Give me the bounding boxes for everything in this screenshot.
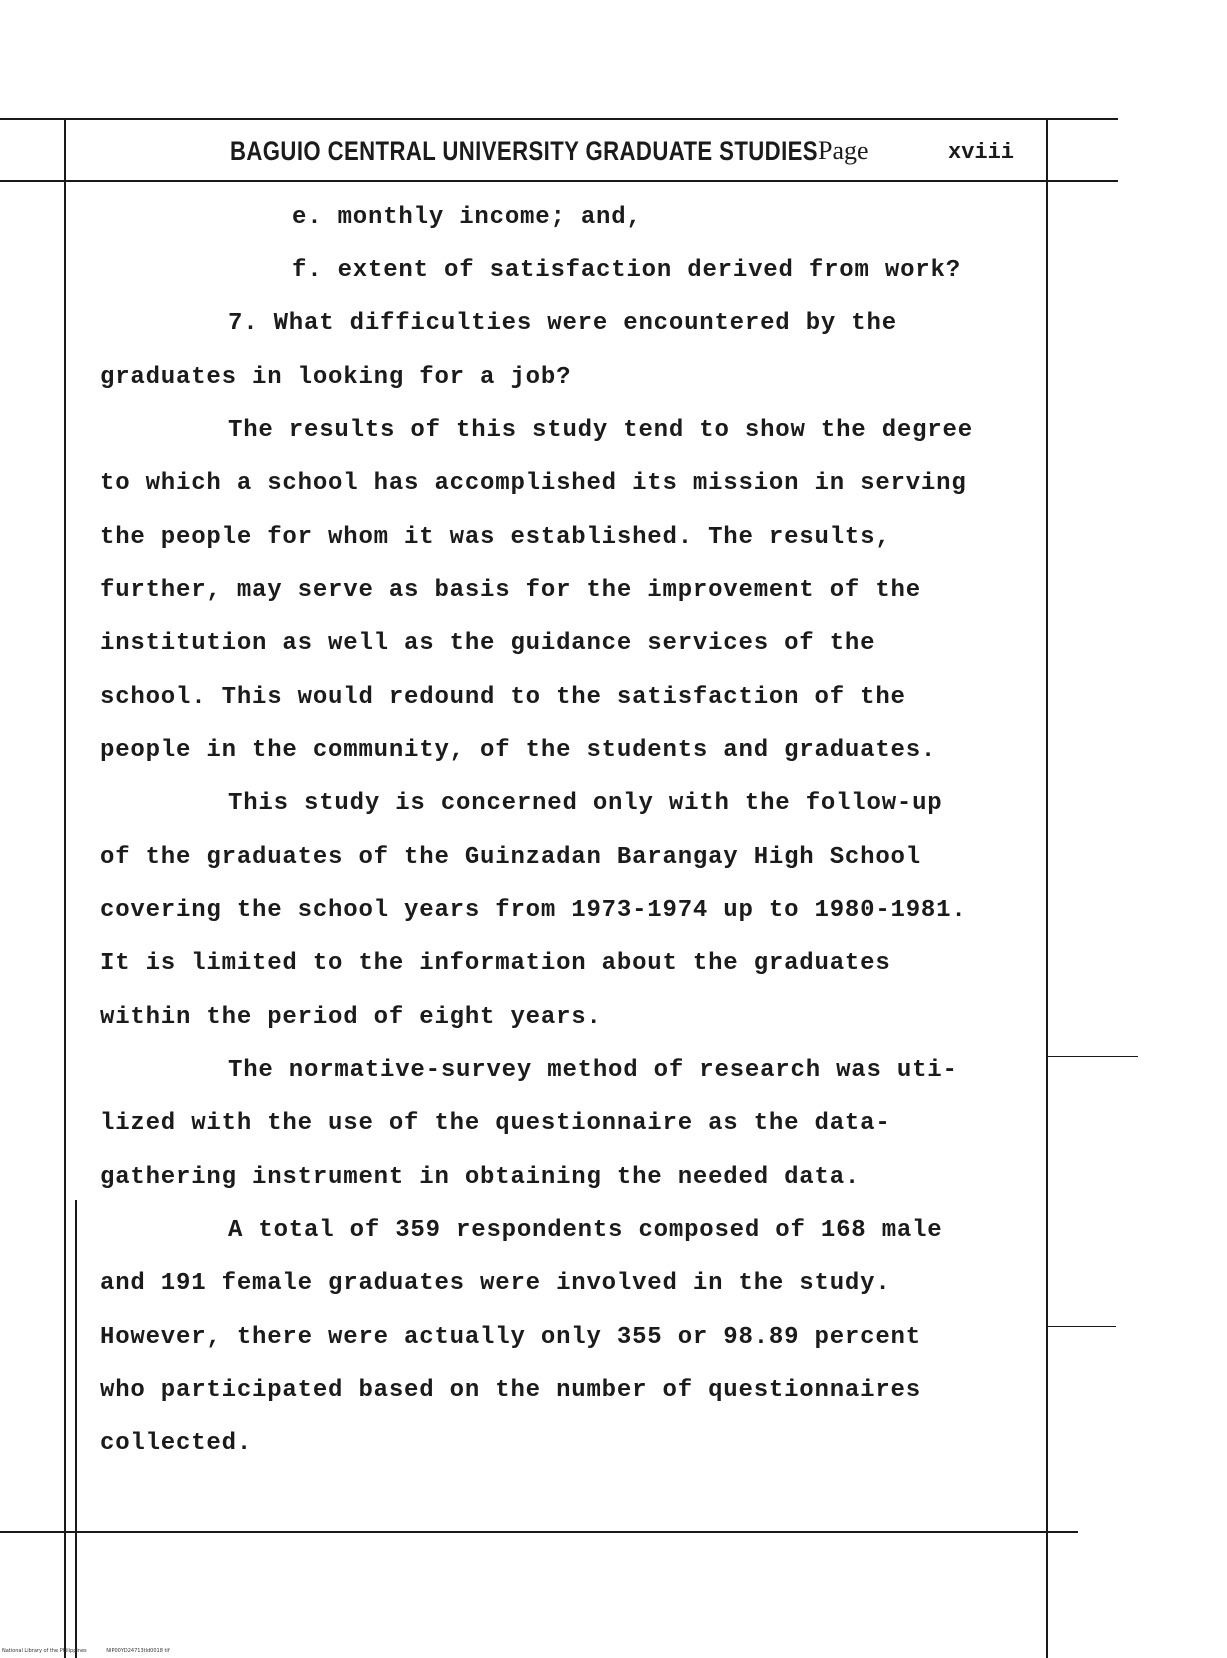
question-7-line-2: graduates in looking for a job?: [100, 364, 572, 391]
paragraph-3-line-2: lized with the use of the questionnaire as the data-: [100, 1110, 891, 1137]
header-bottom-rule: [0, 180, 1118, 182]
scan-footer: [2, 1648, 188, 1654]
footer-library: National Library of the Philippines: [2, 1648, 87, 1654]
paragraph-4-line-5: collected.: [100, 1430, 253, 1457]
right-tick-lower: [1046, 1326, 1116, 1327]
paragraph-2-line-4: It is limited to the information about the graduates: [100, 950, 891, 977]
paragraph-4-line-4: who participated based on the number of questionnaires: [100, 1377, 921, 1404]
paragraph-1-line-7: people in the community, of the students and graduates.: [100, 737, 937, 764]
header-page-number: xviii: [948, 140, 1015, 165]
left-margin-rule-lower: [75, 1200, 77, 1658]
header-title: BAGUIO CENTRAL UNIVERSITY GRADUATE STUDIES: [230, 136, 818, 166]
paragraph-1-line-1: The results of this study tend to show the degree: [228, 417, 973, 444]
right-margin-rule: [1046, 118, 1048, 1658]
paragraph-2-line-2: of the graduates of the Guinzadan Barangay High School: [100, 844, 921, 871]
left-margin-rule: [64, 118, 66, 1658]
paragraph-3-line-3: gathering instrument in obtaining the needed data.: [100, 1164, 861, 1191]
paragraph-1-line-4: further, may serve as basis for the improvement of the: [100, 577, 921, 604]
paragraph-2-line-3: covering the school years from 1973-1974 up to 1980-1981.: [100, 897, 967, 924]
paragraph-1-line-3: the people for whom it was established. The results,: [100, 524, 891, 551]
paragraph-1-line-6: school. This would redound to the satisfaction of the: [100, 684, 906, 711]
paragraph-1-line-2: to which a school has accomplished its mission in serving: [100, 470, 967, 497]
paragraph-4-line-3: However, there were actually only 355 or 98.89 percent: [100, 1324, 921, 1351]
paragraph-2-line-5: within the period of eight years.: [100, 1004, 602, 1031]
header-page-label: Page: [818, 136, 869, 165]
question-7-line-1: 7. What difficulties were encountered by the: [228, 310, 897, 337]
paragraph-3-line-1: The normative-survey method of research was uti-: [228, 1057, 958, 1084]
top-frame-rule: [0, 118, 1118, 120]
bottom-frame-rule: [0, 1531, 1078, 1533]
right-tick-upper: [1046, 1056, 1138, 1057]
list-item-e: e. monthly income; and,: [292, 204, 642, 231]
footer-file-id: NIP00YD24713tld0018 tif: [106, 1648, 170, 1654]
paragraph-2-line-1: This study is concerned only with the follow-up: [228, 790, 943, 817]
paragraph-1-line-5: institution as well as the guidance services of the: [100, 630, 876, 657]
paragraph-4-line-2: and 191 female graduates were involved in the study.: [100, 1270, 891, 1297]
paragraph-4-line-1: A total of 359 respondents composed of 168 male: [228, 1217, 943, 1244]
list-item-f: f. extent of satisfaction derived from work?: [292, 257, 961, 284]
